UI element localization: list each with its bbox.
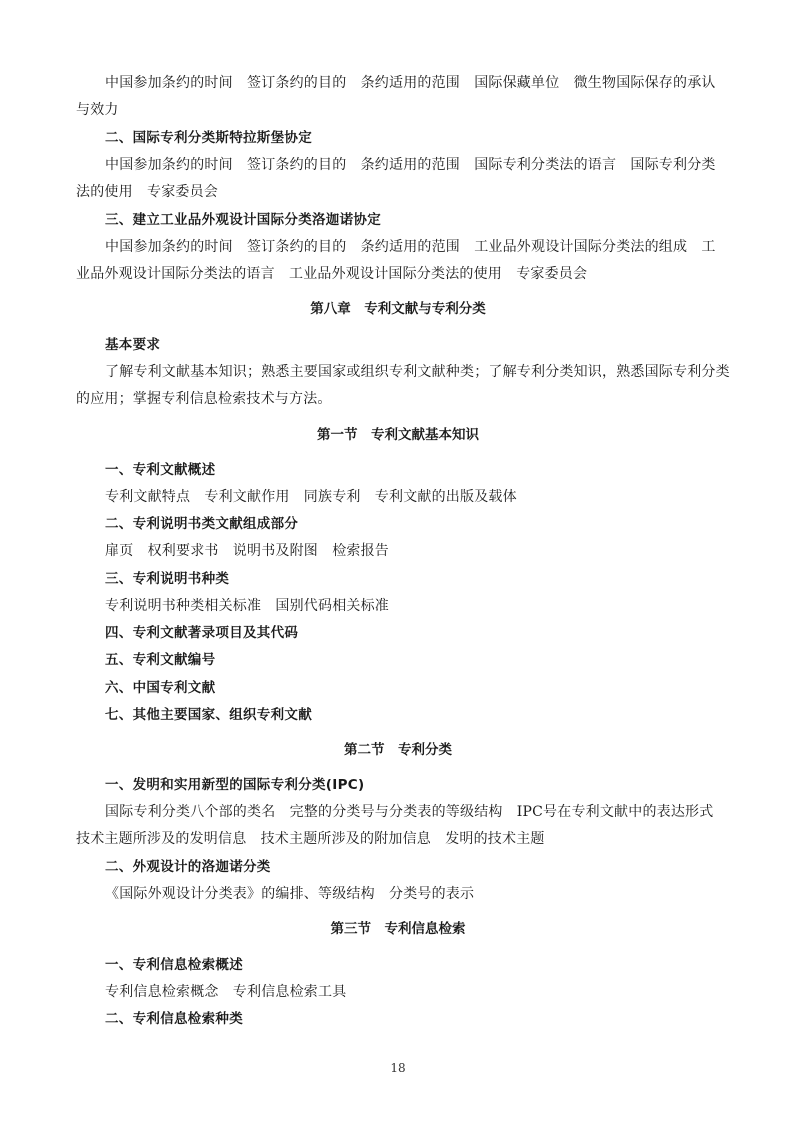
text-line: 技术主题所涉及的发明信息 技术主题所涉及的附加信息 发明的技术主题 <box>76 831 545 847</box>
text-line: 法的使用 专家委员会 <box>76 184 218 200</box>
text-line: 扉页 权利要求书 说明书及附图 检索报告 <box>105 543 389 559</box>
text-line: 与效力 <box>76 102 119 118</box>
text-line: 中国参加条约的时间 签订条约的目的 条约适用的范围 工业品外观设计国际分类法的组成 工 <box>105 239 716 255</box>
chapter-title: 第八章 专利文献与专利分类 <box>310 301 486 317</box>
text-line: 了解专利文献基本知识；熟悉主要国家或组织专利文献种类；了解专利分类知识，熟悉国际专利分类 <box>105 364 730 380</box>
section-title: 第二节 专利分类 <box>344 742 452 758</box>
page-number: 18 <box>390 1061 406 1075</box>
section-title: 第三节 专利信息检索 <box>330 921 466 937</box>
text-line: 《国际外观设计分类表》的编排、等级结构 分类号的表示 <box>105 886 475 902</box>
section-heading: 五、专利文献编号 <box>105 652 216 668</box>
section-heading: 一、专利文献概述 <box>105 462 216 478</box>
section-heading: 二、专利说明书类文献组成部分 <box>105 516 299 532</box>
section-heading: 三、建立工业品外观设计国际分类洛迦诺协定 <box>105 212 381 228</box>
section-heading: 七、其他主要国家、组织专利文献 <box>105 707 312 723</box>
section-heading: 三、专利说明书种类 <box>105 571 230 587</box>
section-heading: 基本要求 <box>105 337 161 353</box>
section-heading: 四、专利文献著录项目及其代码 <box>105 625 299 641</box>
section-heading: 二、外观设计的洛迦诺分类 <box>105 859 271 875</box>
text-line: 中国参加条约的时间 签订条约的目的 条约适用的范围 国际专利分类法的语言 国际专利分类 <box>105 157 716 173</box>
section-heading: 二、国际专利分类斯特拉斯堡协定 <box>105 130 312 146</box>
section-heading: 六、中国专利文献 <box>105 680 216 696</box>
section-title: 第一节 专利文献基本知识 <box>317 427 479 443</box>
text-line: 国际专利分类八个部的类名 完整的分类号与分类表的等级结构 IPC号在专利文献中的表达形式 <box>105 804 714 820</box>
text-line: 中国参加条约的时间 签订条约的目的 条约适用的范围 国际保藏单位 微生物国际保存的承认 <box>105 75 716 91</box>
text-line: 专利说明书种类相关标准 国别代码相关标准 <box>105 598 389 614</box>
text-line: 专利信息检索概念 专利信息检索工具 <box>105 984 347 1000</box>
text-line: 业品外观设计国际分类法的语言 工业品外观设计国际分类法的使用 专家委员会 <box>76 266 588 282</box>
section-heading: 一、专利信息检索概述 <box>105 957 243 973</box>
section-heading: 一、发明和实用新型的国际专利分类(IPC) <box>105 777 365 793</box>
section-heading: 二、专利信息检索种类 <box>105 1011 243 1027</box>
text-line: 专利文献特点 专利文献作用 同族专利 专利文献的出版及载体 <box>105 489 517 505</box>
text-line: 的应用；掌握专利信息检索技术与方法。 <box>76 391 332 407</box>
